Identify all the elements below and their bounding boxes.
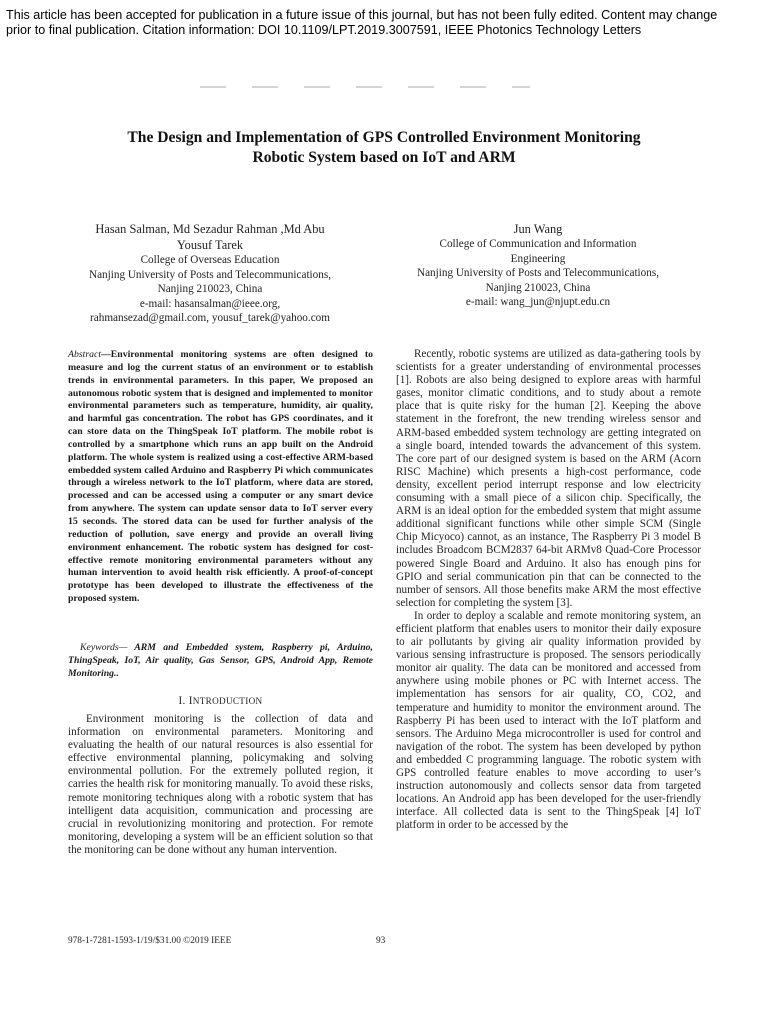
author-email-1: e-mail: hasansalman@ieee.org, bbox=[139, 297, 281, 310]
paper-title bbox=[70, 128, 698, 168]
section-title-rest: NTRODUCTION bbox=[192, 696, 263, 706]
author-block-right bbox=[388, 221, 688, 310]
author-block-left bbox=[60, 221, 360, 326]
section-heading-introduction bbox=[68, 695, 373, 707]
author-affiliation-3: Nanjing 210023, China bbox=[157, 283, 263, 295]
keywords-body: ARM and Embedded system, Raspberry pi, Arduino, ThingSpeak, IoT, Air quality, Gas Sensor, GPS, Android App, Remote Monitoring.. bbox=[68, 642, 373, 679]
publication-notice-banner bbox=[6, 8, 766, 38]
keywords-label: Keywords— bbox=[80, 642, 128, 653]
section-title-initial: I bbox=[188, 695, 193, 707]
notice-line-1: This article has been accepted for publication in a future issue of this journal, but has not been fully edited. Content may change bbox=[6, 8, 718, 22]
introduction-paragraph: Environment monitoring is the collection of data and information on environmental parameters. Monitoring and evaluating the health of our natural resources is also essential for effective environmental planning, policymaking and solving environmental pollution. For the extremely polluted region, it carries the health risk for monitoring manually. To avoid these risks, remote monitoring techniques along with a robotic system that has intelligent data acquisition, communication and processing are crucial in revolutionizing monitoring and protection. For remote monitoring, developing a system will be an efficient solution so that the monitoring can be done without any human intervention. bbox=[68, 713, 373, 856]
keywords bbox=[68, 642, 373, 681]
title-line-1: The Design and Implementation of GPS Controlled Environment Monitoring bbox=[127, 129, 641, 146]
author-email: e-mail: wang_jun@njupt.edu.cn bbox=[465, 296, 611, 308]
section-number: I. bbox=[178, 695, 186, 707]
body-paragraph-2: In order to deploy a scalable and remote monitoring system, an efficient platform that enables users to monitor their daily exposure to air pollutants by giving air quality information provided by various sensing infrastructure is proposed. The sensors periodically monitor air quality. The data can be monitored and accessed from anywhere using mobile phones or PC with Internet access. The implementation has sensors for air quality, CO, CO2, and temperature and humidity to monitor the environment around. The Raspberry Pi has been used to interact with the IoT platform and sensors. The Arduino Mega microcontroller is used for control and navigation of the robot. The system has been developed by python and embedded C programming language. The robotic system with GPS controlled feature enables to move according to user’s instruction autonomously and collects sensor data from targeted locations. An Android app has been developed for the user-friendly interface. All collected data is sent to the ThingSpeak [4] IoT platform in order to be accessed by the bbox=[396, 609, 701, 832]
author-email-2: rahmansezad@gmail.com, yousuf_tarek@yahoo.com bbox=[90, 312, 330, 324]
copyright-footer: 978-1-7281-1593-1/19/$31.00 ©2019 IEEE bbox=[68, 936, 232, 946]
author-affiliation-3: Nanjing University of Posts and Telecommunications, bbox=[417, 267, 659, 279]
author-affiliation-1: College of Overseas Education bbox=[140, 254, 280, 266]
abstract bbox=[68, 349, 373, 606]
author-names-line-2: Yousuf Tarek bbox=[176, 238, 244, 252]
author-affiliation-1: College of Communication and Information bbox=[439, 238, 637, 250]
abstract-label: Abstract bbox=[68, 349, 102, 360]
abstract-body: —Environmental monitoring systems are often designed to measure and log the current status of an environment or to establish trends in environmental parameters. In this paper, We proposed an autonomous robotic system that is designed and implemented to monitor environmental parameters such as temperature, humidity, air quality, and harmful gas concentration. The robot has GPS coordinates, and it can store data on the ThingSpeak IoT platform. The mobile robot is controlled by a smartphone which runs an app built on the Android platform. The whole system is realized using a cost-effective ARM-based embedded system called Arduino and Raspberry Pi which communicates through a wireless network to the IoT platform, where data are stored, processed and can be accessed using a computer or any smart device from anywhere. The system can update sensor data to IoT server every 15 seconds. The stored data can be used for further analysis of the reduction of pollution, save energy and provide an overall living environment enhancement. The robotic system has designed for cost-effective remote monitoring environmental parameters without any human intervention to avoid health risk efficiently. A proof-of-concept prototype has been developed to illustrate the effectiveness of the proposed system. bbox=[68, 349, 373, 605]
title-line-2: Robotic System based on IoT and ARM bbox=[252, 149, 516, 166]
page-number: 93 bbox=[376, 936, 386, 946]
author-names-line-1: Hasan Salman, Md Sezadur Rahman ,Md Abu bbox=[95, 222, 325, 236]
notice-line-2: prior to final publication. Citation information: DOI 10.1109/LPT.2019.3007591, IEEE Photonics Technology Letters bbox=[6, 23, 642, 37]
faint-header-artifact bbox=[200, 86, 530, 88]
author-affiliation-2: Engineering bbox=[510, 252, 566, 265]
author-affiliation-2: Nanjing University of Posts and Telecommunications, bbox=[89, 268, 331, 281]
body-paragraph-1: Recently, robotic systems are utilized as data-gathering tools by scientists for a greater understanding of environmental processes [1]. Robots are also being designed to explore areas with harmful gases, monitor climatic conditions, and to study about a remote place that is quite risky for the human [2]. Keeping the above statement in the forefront, the new trending wireless sensor and ARM-based embedded system technology are getting integrated on a single board, intended towards the advancement of this system. The core part of our designed system is based on the ARM (Acorn RISC Machine) which presents a high-cost performance, code density, excellent period interrupt response and low electricity consuming with a small piece of a silicon chip. Specifically, the ARM is an ideal option for the embedded system that might assume additional significant functions while other simple SCM (Single Chip Micyoco) cannot, as an instance, The Raspberry Pi 3 model B includes Broadcom BCM2837 64-bit ARMv8 Quad-Core Processor powered Single Board and Arduino. It also has enough pins for GPIO and serial communication pin that can be connected to the number of sensors. All those benefits make ARM the most effective selection for completing the system [3]. bbox=[396, 348, 701, 609]
author-affiliation-4: Nanjing 210023, China bbox=[485, 281, 591, 294]
author-name: Jun Wang bbox=[513, 222, 563, 236]
right-column-body bbox=[396, 348, 701, 832]
